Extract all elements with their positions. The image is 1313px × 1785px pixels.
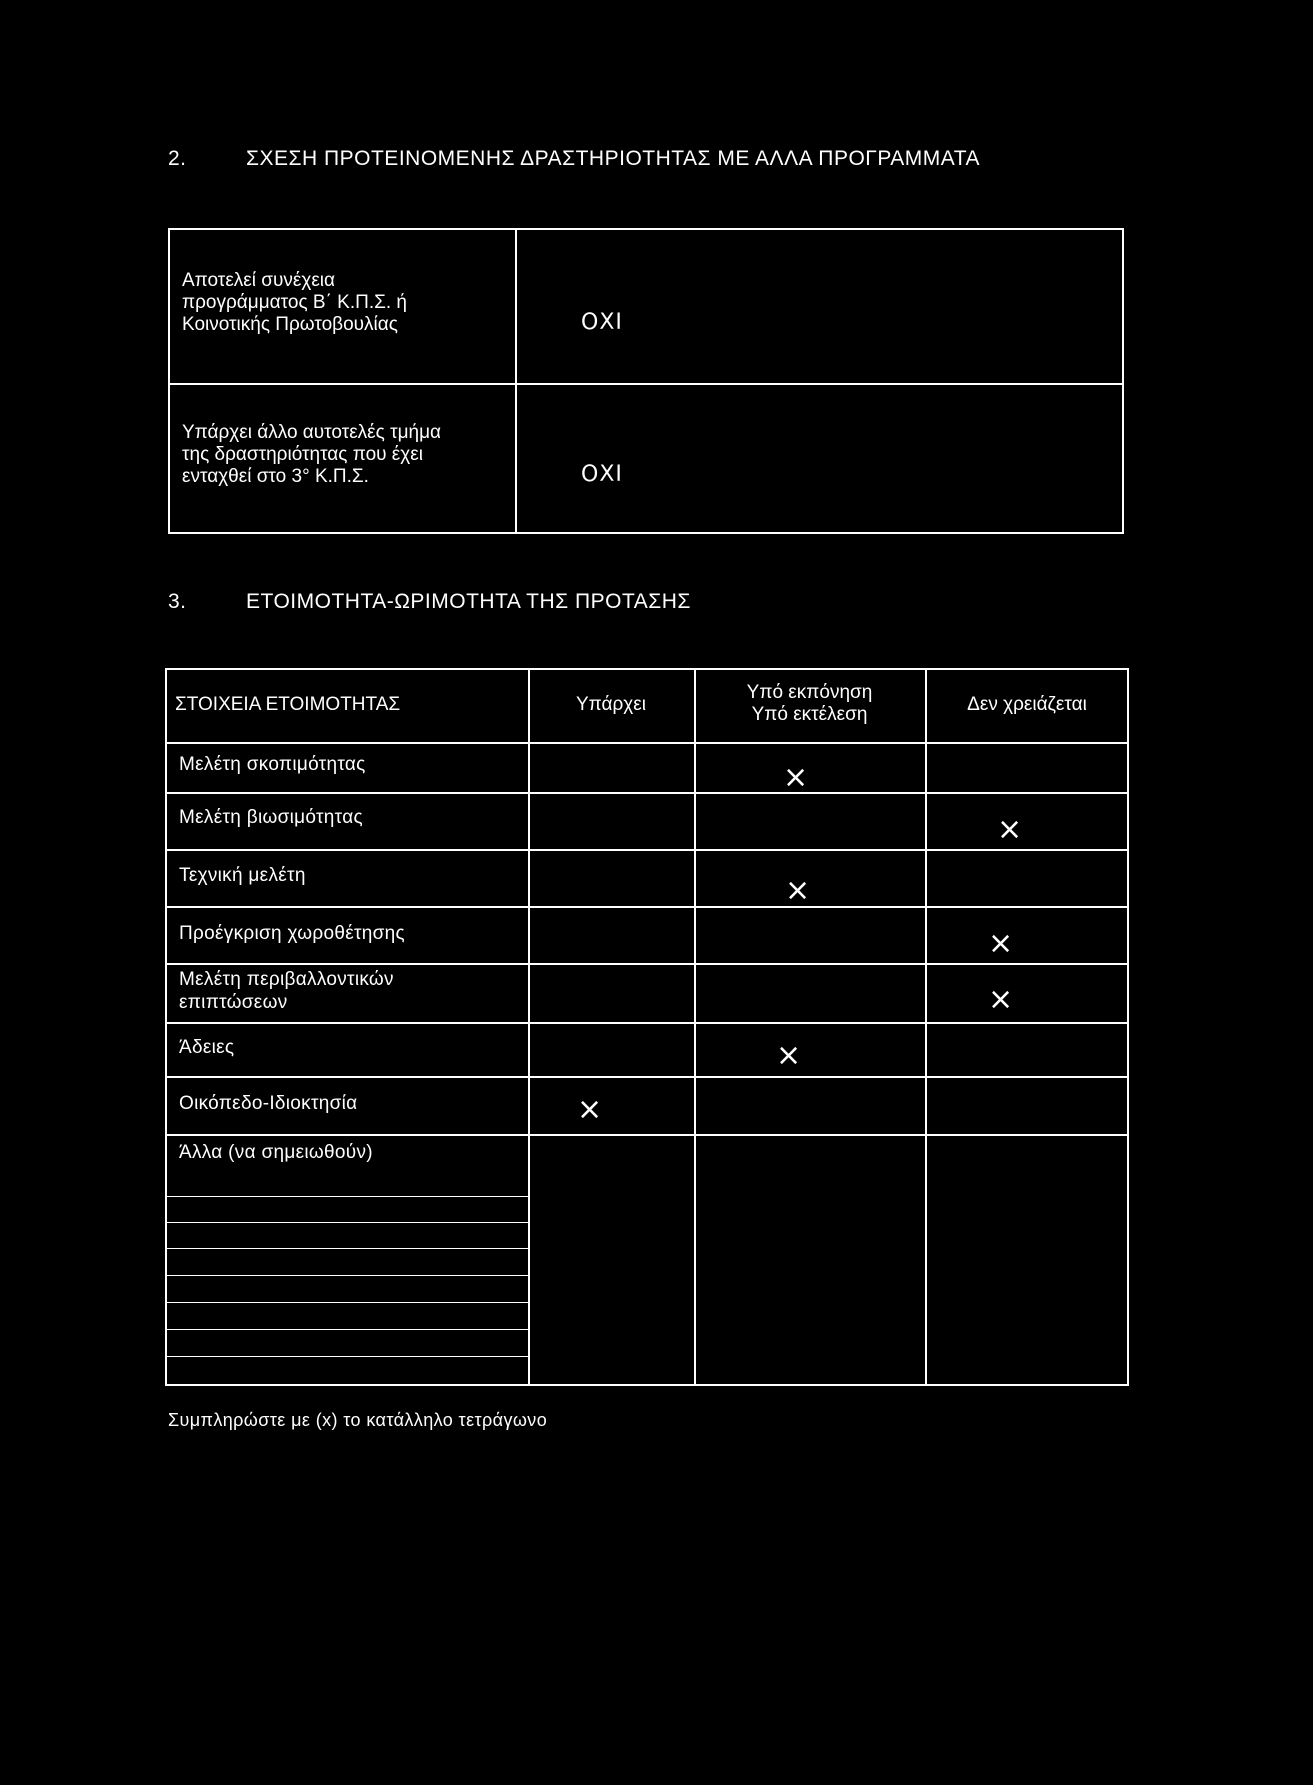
blank-row-line [165,1329,530,1330]
row-divider [165,849,1129,851]
column-divider [528,668,530,1386]
footnote: Συμπληρώστε με (x) το κατάλληλο τετράγωνο [168,1410,548,1430]
check-mark: × [988,926,1014,961]
blank-row-line [165,1222,530,1223]
header-not-needed: Δεν χρειάζεται [967,694,1087,715]
row-divider [165,906,1129,908]
related-programs-table [168,228,1124,534]
section-2-title: ΣΧΕΣΗ ΠΡΟΤΕΙΝΟΜΕΝΗΣ ΔΡΑΣΤΗΡΙΟΤΗΤΑΣ ΜΕ ΑΛΛΑ ΠΡΟΓΡΑΜΜΑΤΑ [246,147,981,170]
blank-row-line [165,1275,530,1276]
section-3-heading [168,590,691,614]
row-divider [165,1076,1129,1078]
answer-other-part: ΟΧΙ [581,462,623,487]
section-2-number: 2. [168,147,187,170]
blank-row-line [165,1302,530,1303]
row-divider [165,742,1129,744]
section-3-title: ΕΤΟΙΜΟΤΗΤΑ-ΩΡΙΜΟΤΗΤΑ ΤΗΣ ΠΡΟΤΑΣΗΣ [246,590,691,613]
check-mark: × [785,873,811,908]
row-divider [168,383,1124,385]
section-2-heading [168,147,980,171]
row-label: Οικόπεδο-Ιδιοκτησία [179,1093,358,1114]
header-readiness-items: ΣΤΟΙΧΕΙΑ ΕΤΟΙΜΟΤΗΤΑΣ [175,694,401,715]
row-label: Τεχνική μελέτη [179,865,306,886]
header-in-progress: Υπό εκπόνηση Υπό εκτέλεση [746,682,873,725]
row-label-other-part: Υπάρχει άλλο αυτοτελές τμήμα της δραστηριότητας που έχει ενταχθεί στο 3° Κ.Π.Σ. [182,422,442,487]
column-divider [925,668,927,1386]
blank-row-line [165,1248,530,1249]
column-divider [694,668,696,1386]
check-mark: × [577,1092,603,1127]
row-label: Άδειες [179,1037,235,1058]
section-3-number: 3. [168,590,187,613]
row-divider [165,1134,1129,1136]
row-divider [165,1022,1129,1024]
check-mark: × [776,1038,802,1073]
check-mark: × [997,812,1023,847]
header-exists: Υπάρχει [576,694,646,715]
row-label-continuation: Αποτελεί συνέχεια προγράμματος Β΄ Κ.Π.Σ. ή Κοινοτικής Πρωτοβουλίας [182,270,407,335]
row-label: Άλλα (να σημειωθούν) [179,1142,373,1163]
check-mark: × [988,982,1014,1017]
row-divider [165,963,1129,965]
answer-continuation: ΟΧΙ [581,310,623,335]
row-label: Μελέτη σκοπιμότητας [179,754,366,775]
row-divider [165,792,1129,794]
column-divider [515,228,517,534]
row-label: Προέγκριση χωροθέτησης [179,923,405,944]
check-mark: × [783,760,809,795]
row-label: Μελέτη βιωσιμότητας [179,807,363,828]
blank-row-line [165,1196,530,1197]
blank-row-line [165,1356,530,1357]
row-label: Μελέτη περιβαλλοντικών επιπτώσεων [179,969,394,1013]
readiness-table [165,668,1129,1386]
